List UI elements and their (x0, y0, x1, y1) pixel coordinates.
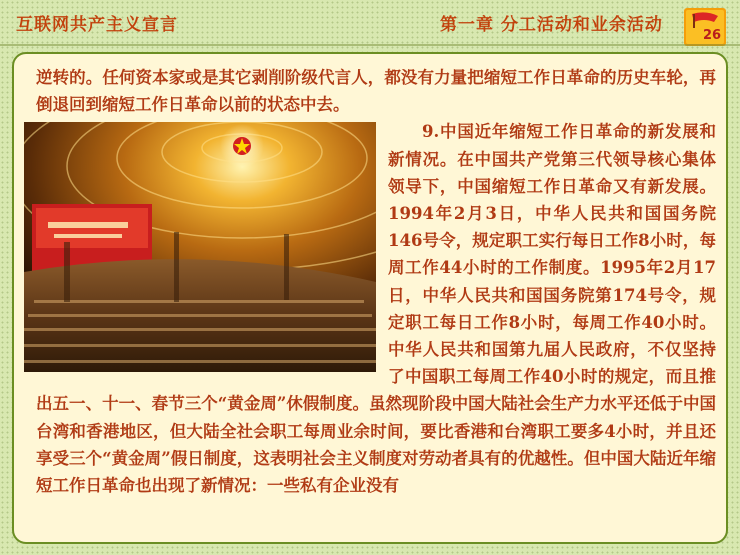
header-divider (0, 44, 740, 46)
content-panel (12, 52, 728, 544)
page-number: 26 (703, 28, 722, 43)
great-hall-of-the-people-photo (24, 122, 376, 372)
document-title: 互联网共产主义宣言 (16, 15, 178, 35)
opening-text: 逆转的。任何资本家或是其它剥削阶级代言人，都没有力量把缩短工作日革命的历史车轮，再倒退回到缩短工作日革命以前的状态中去。 (36, 68, 716, 115)
chapter-title: 第一章 分工活动和业余活动 (440, 15, 663, 35)
body-text (36, 64, 716, 499)
paragraph-text: 9.中国近年缩短工作日革命的新发展和新情况。在中国共产党第三代领导核心集体领导下，中国缩短工作日革命又有新发展。1994年2月3日，中华人民共和国国务院146号令，规定职工实行每日工作8小时，每周工作44小时的工作制度。1995年2月17日，中华人民共和国国务院第174号令，规定职工每日工作8小时，每周工作40小时。中华人民共和国第九届人民政府，不仅坚持了中国职工每周工作40小时的规定，而且推出五一、十一、春节三个“黄金周”休假制度。虽然现阶段中国大陆社会生产力水平还低于中国台湾和香港地区，但大陆全社会职工每周业余时间，要比香港和台湾职工要多4小时，并且还享受三个“黄金周”假日制度，这表明社会主义制度对劳动者具有的优越性。但中国大陆近年缩短工作日革命也出现了新情况：一些私有企业没有 (36, 122, 716, 496)
